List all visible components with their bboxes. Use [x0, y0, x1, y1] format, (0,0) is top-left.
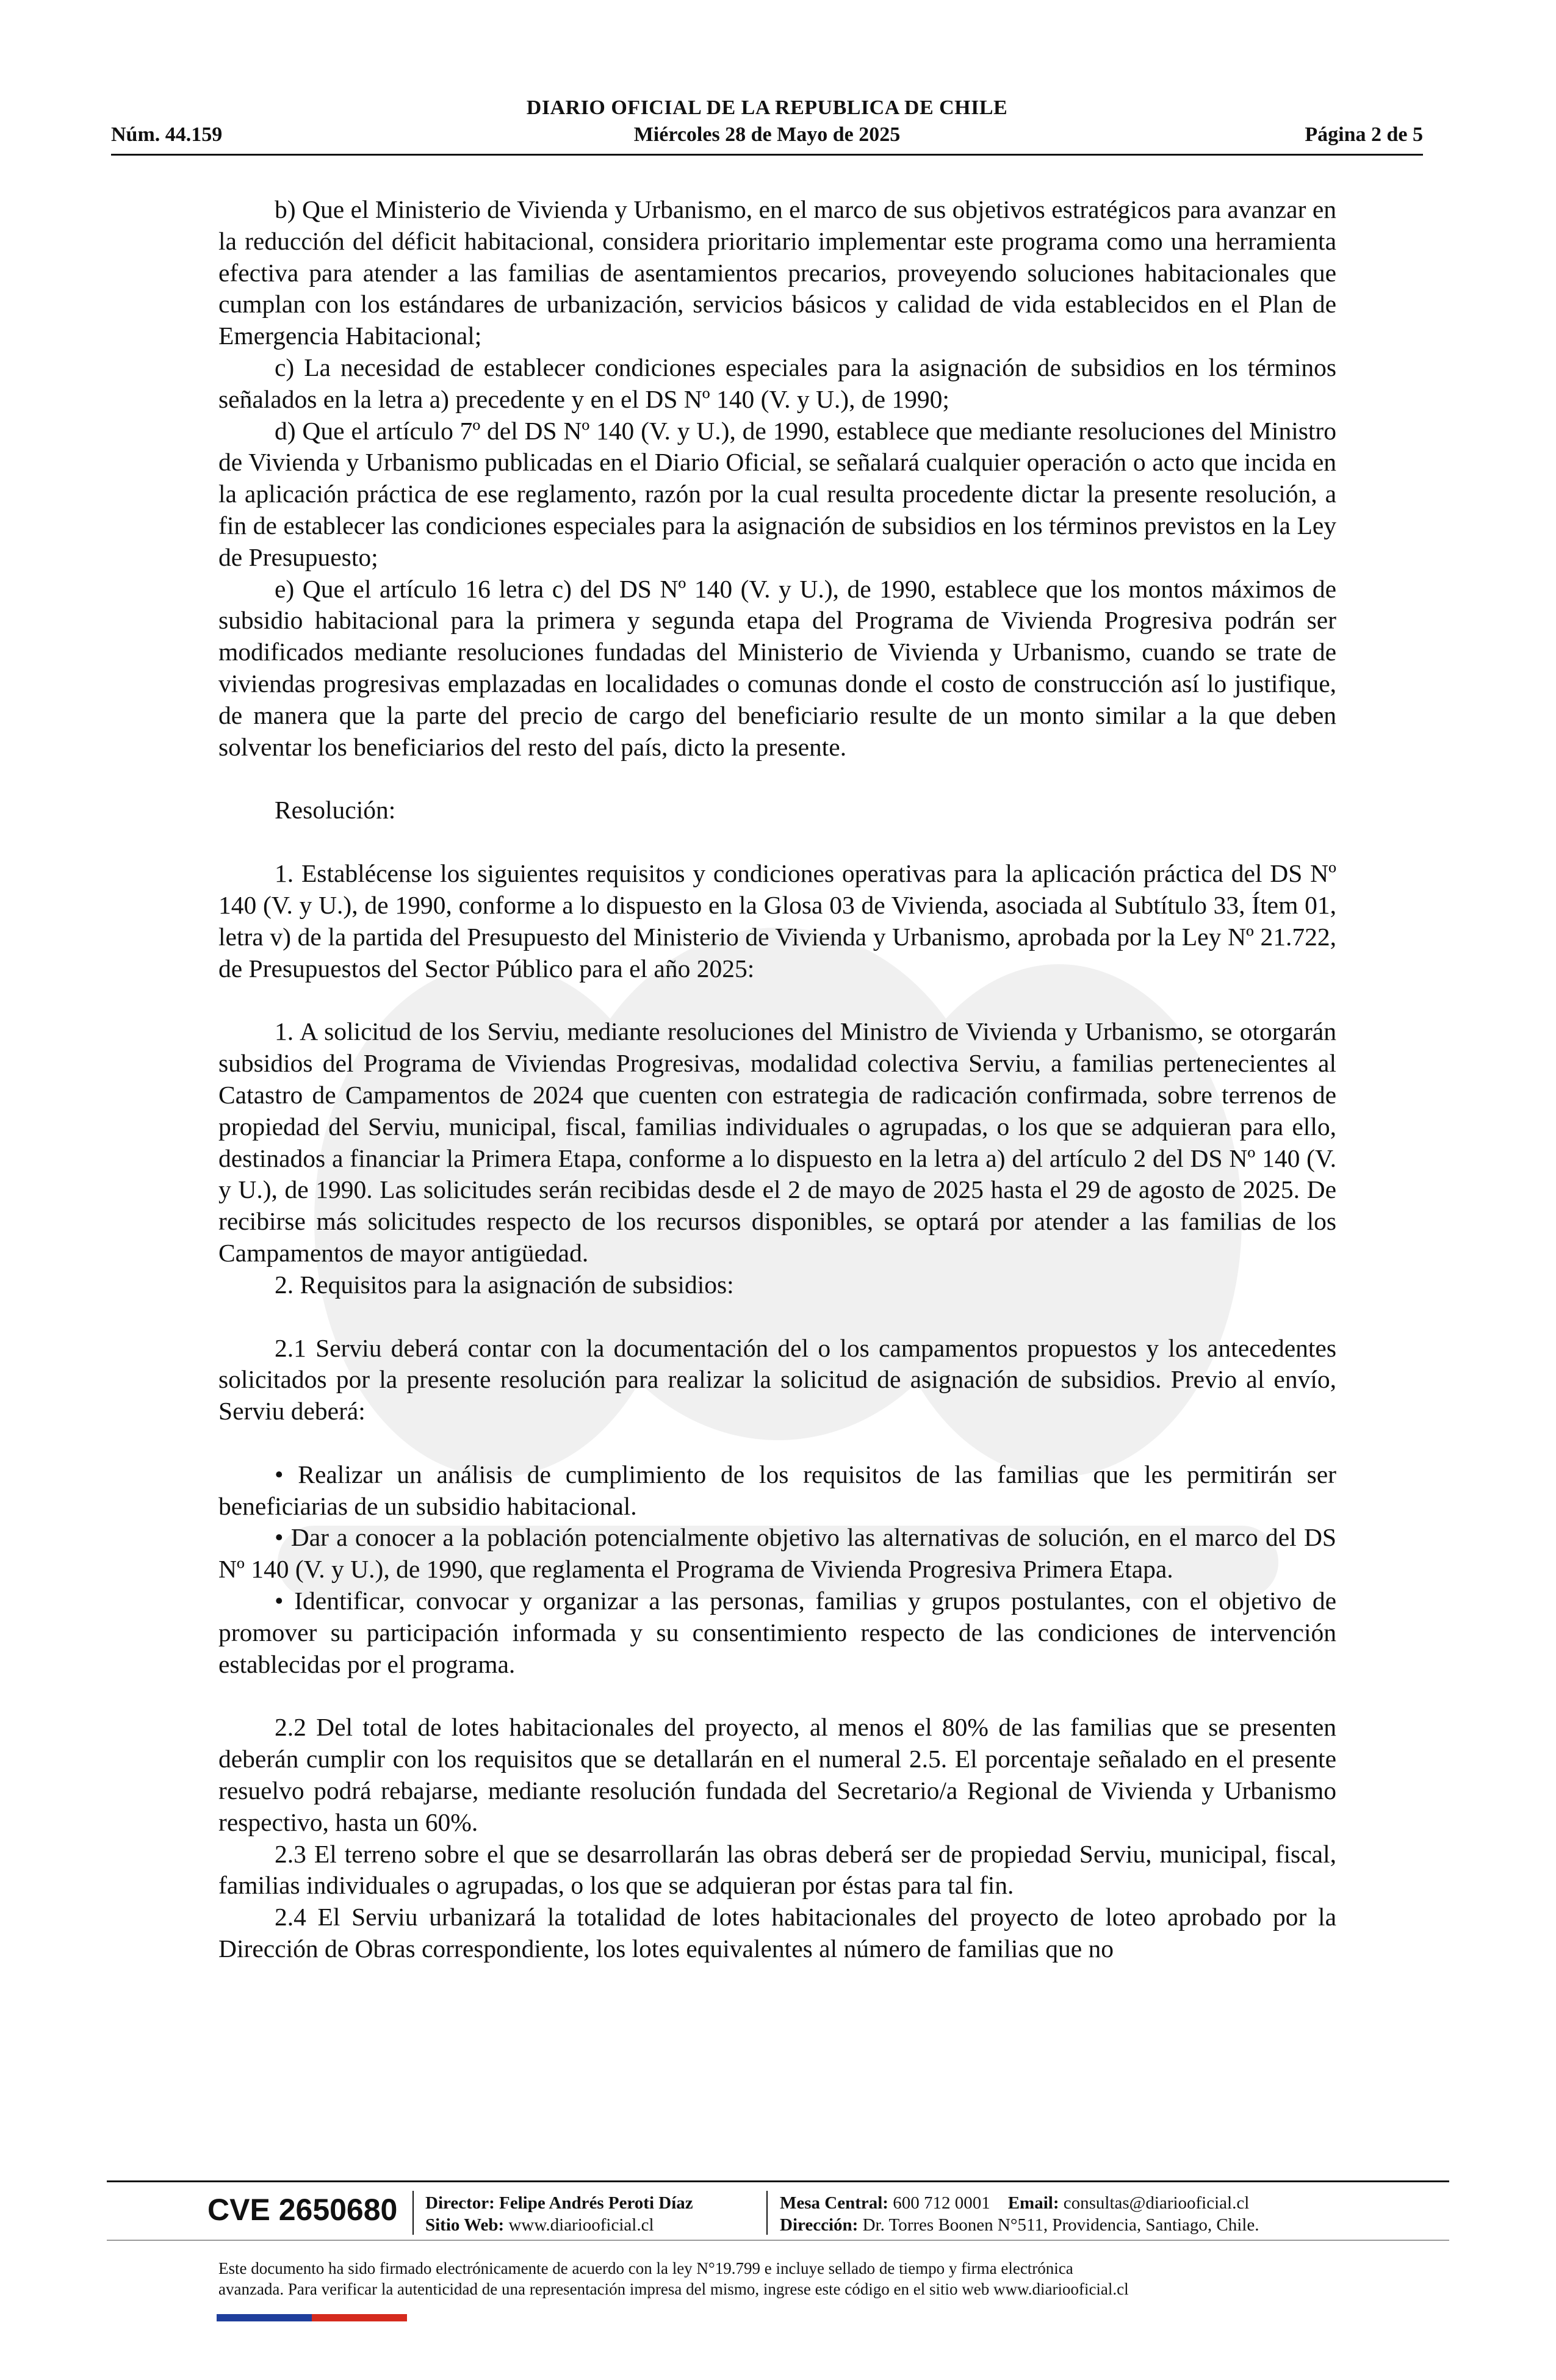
- header-divider: [111, 154, 1423, 156]
- spacer: [218, 1680, 1336, 1712]
- bullet-item: • Realizar un análisis de cumplimiento de los requisitos de las familias que les permitirán ser beneficiarias de un subsidio habitacional.: [218, 1460, 1336, 1520]
- bullet-item: • Identificar, convocar y organizar a las personas, familias y grupos postulantes, con el objetivo de promover su participación informada y su consentimiento respecto de las condiciones de intervención establecidas por el programa.: [218, 1587, 1336, 1678]
- flag-stripe-icon: [217, 2314, 407, 2321]
- address-value: Dr. Torres Boonen N°511, Providencia, Santiago, Chile.: [862, 2215, 1259, 2235]
- spacer: [218, 1301, 1336, 1333]
- paragraph: 2.1 Serviu deberá contar con la documentación del o los campamentos propuestos y los antecedentes solicitados por la presente resolución para realizar la solicitud de asignación de subsidios. Previo al envío, Serviu deberá:: [218, 1333, 1336, 1426]
- paragraph: 1. A solicitud de los Serviu, mediante resoluciones del Ministro de Vivienda y Urbanismo, se otorgarán subsidios del Programa de Viviendas Progresivas, modalidad colectiva Serviu, a familias pertenecientes al Catastro de Campamentos de 2024 que cuenten con estrategia de radicación confirmada, sobre terrenos de propiedad del Serviu, municipal, fiscal, familias individuales o agrupadas, o los que se adquieran para ello, destinados a financiar la Primera Etapa, conforme a lo dispuesto en la letra a) del artículo 2 del DS Nº 140 (V. y U.), de 1990. Las solicitudes serán recibidas desde el 2 de mayo de 2025 hasta el 29 de agosto de 2025. De recibirse más solicitudes respecto de los recursos disponibles, se optará por atender a las familias de los Campamentos de mayor antigüedad.: [218, 1017, 1336, 1267]
- mesa-phone: 600 712 0001: [893, 2193, 990, 2213]
- spacer: [218, 763, 1336, 795]
- paragraph: c) La necesidad de establecer condiciones especiales para la asignación de subsidios en los términos señalados en la letra a) precedente y en el DS Nº 140 (V. y U.), de 1990;: [218, 353, 1336, 413]
- issue-number: Núm. 44.159: [111, 123, 223, 146]
- paragraph: 2. Requisitos para la asignación de subsidios:: [275, 1270, 734, 1299]
- bullet-item: • Dar a conocer a la población potencialmente objetivo las alternativas de solución, en el marco del DS Nº 140 (V. y U.), de 1990, que reglamenta el Programa de Vivienda Progresiva Primera Etapa.: [218, 1523, 1336, 1584]
- footer-divider-thin: [107, 2240, 1449, 2241]
- paragraph: b) Que el Ministerio de Vivienda y Urbanismo, en el marco de sus objetivos estratégicos para avanzar en la reducción del déficit habitacional, considera prioritario implementar este programa como una herramienta efectiva para atender a las familias de asentamientos precarios, proveyendo soluciones habitacionales que cumplan con los estándares de urbanización, servicios básicos y calidad de vida establecidos en el Plan de Emergencia Habitacional;: [218, 195, 1336, 350]
- email-link[interactable]: consultas@diariooficial.cl: [1063, 2193, 1250, 2213]
- site-label: Sitio Web:: [425, 2215, 505, 2235]
- email-label: Email:: [1007, 2193, 1059, 2213]
- publication-title: DIARIO OFICIAL DE LA REPUBLICA DE CHILE: [526, 96, 1008, 119]
- footer-separator: [766, 2191, 768, 2235]
- flag-red-segment: [312, 2314, 407, 2321]
- spacer: [218, 984, 1336, 1016]
- footer-divider: [107, 2180, 1449, 2182]
- page-header: [111, 96, 1423, 157]
- director-label: Director:: [425, 2193, 495, 2213]
- paragraph: e) Que el artículo 16 letra c) del DS Nº 140 (V. y U.), de 1990, establece que los montos máximos de subsidio habitacional para la primera y segunda etapa del Programa de Vivienda Progresiva podrán ser modificados mediante resoluciones fundadas del Ministerio de Vivienda y Urbanismo, cuando se trate de viviendas progresivas emplazadas en localidades o comunas donde el costo de construcción así lo justifique, de manera que la parte del precio de cargo del beneficiario resulte de un monto similar a la que deben solventar los beneficiarios del resto del país, dicto la presente.: [218, 574, 1336, 761]
- legal-line: Este documento ha sido firmado electrónicamente de acuerdo con la ley N°19.799 e incluye sellado de tiempo y firma electrónica: [218, 2259, 1073, 2277]
- legal-notice: [218, 2258, 1336, 2299]
- flag-blue-segment: [217, 2314, 312, 2321]
- paragraph: 2.2 Del total de lotes habitacionales del proyecto, al menos el 80% de las familias que se presenten deberán cumplir con los requisitos que se detallarán en el numeral 2.5. El porcentaje señalado en el presente resuelvo podrá rebajarse, mediante resolución fundada del Secretario/a Regional de Vivienda y Urbanismo respectivo, hasta un 60%.: [218, 1713, 1336, 1836]
- spacer: [218, 1427, 1336, 1459]
- address-label: Dirección:: [780, 2215, 859, 2235]
- director-name: Felipe Andrés Peroti Díaz: [499, 2193, 693, 2213]
- spacer: [218, 826, 1336, 858]
- paragraph: 2.3 El terreno sobre el que se desarrollarán las obras deberá ser de propiedad Serviu, municipal, fiscal, familias individuales o agrupadas, o los que se adquieran por éstas para tal fin.: [218, 1839, 1336, 1900]
- footer-director-block: [425, 2192, 693, 2236]
- paragraph: d) Que el artículo 7º del DS Nº 140 (V. y U.), de 1990, establece que mediante resoluciones del Ministro de Vivienda y Urbanismo publicadas en el Diario Oficial, se señalará cualquier operación o acto que incida en la aplicación práctica de ese reglamento, razón por la cual resulta procedente dictar la presente resolución, a fin de establecer las condiciones especiales para la asignación de subsidios en los términos previstos en la Ley de Presupuesto;: [218, 416, 1336, 571]
- footer-contact-block: [780, 2192, 1259, 2236]
- mesa-label: Mesa Central:: [780, 2193, 888, 2213]
- legal-line: avanzada. Para verificar la autenticidad de una representación impresa del mismo, ingrese este código en el sitio web www.diariooficial.cl: [218, 2280, 1129, 2298]
- paragraph: 2.4 El Serviu urbanizará la totalidad de lotes habitacionales del proyecto de loteo aprobado por la Dirección de Obras correspondiente, los lotes equivalentes al número de familias que no: [218, 1903, 1336, 1963]
- page-number: Página 2 de 5: [1305, 123, 1423, 146]
- resolution-heading: Resolución:: [275, 796, 396, 824]
- issue-date: Miércoles 28 de Mayo de 2025: [633, 123, 901, 146]
- document-body: [218, 194, 1336, 1965]
- cve-code: CVE 2650680: [207, 2193, 398, 2227]
- footer-separator: [412, 2191, 414, 2235]
- site-link[interactable]: www.diariooficial.cl: [508, 2215, 654, 2235]
- paragraph: 1. Establécense los siguientes requisitos y condiciones operativas para la aplicación práctica del DS Nº 140 (V. y U.), de 1990, conforme a lo dispuesto en la Glosa 03 de Vivienda, asociada al Subtítulo 33, Ítem 01, letra v) de la partida del Presupuesto del Ministerio de Vivienda y Urbanismo, aprobada por la Ley Nº 21.722, de Presupuestos del Sector Público para el año 2025:: [218, 859, 1336, 983]
